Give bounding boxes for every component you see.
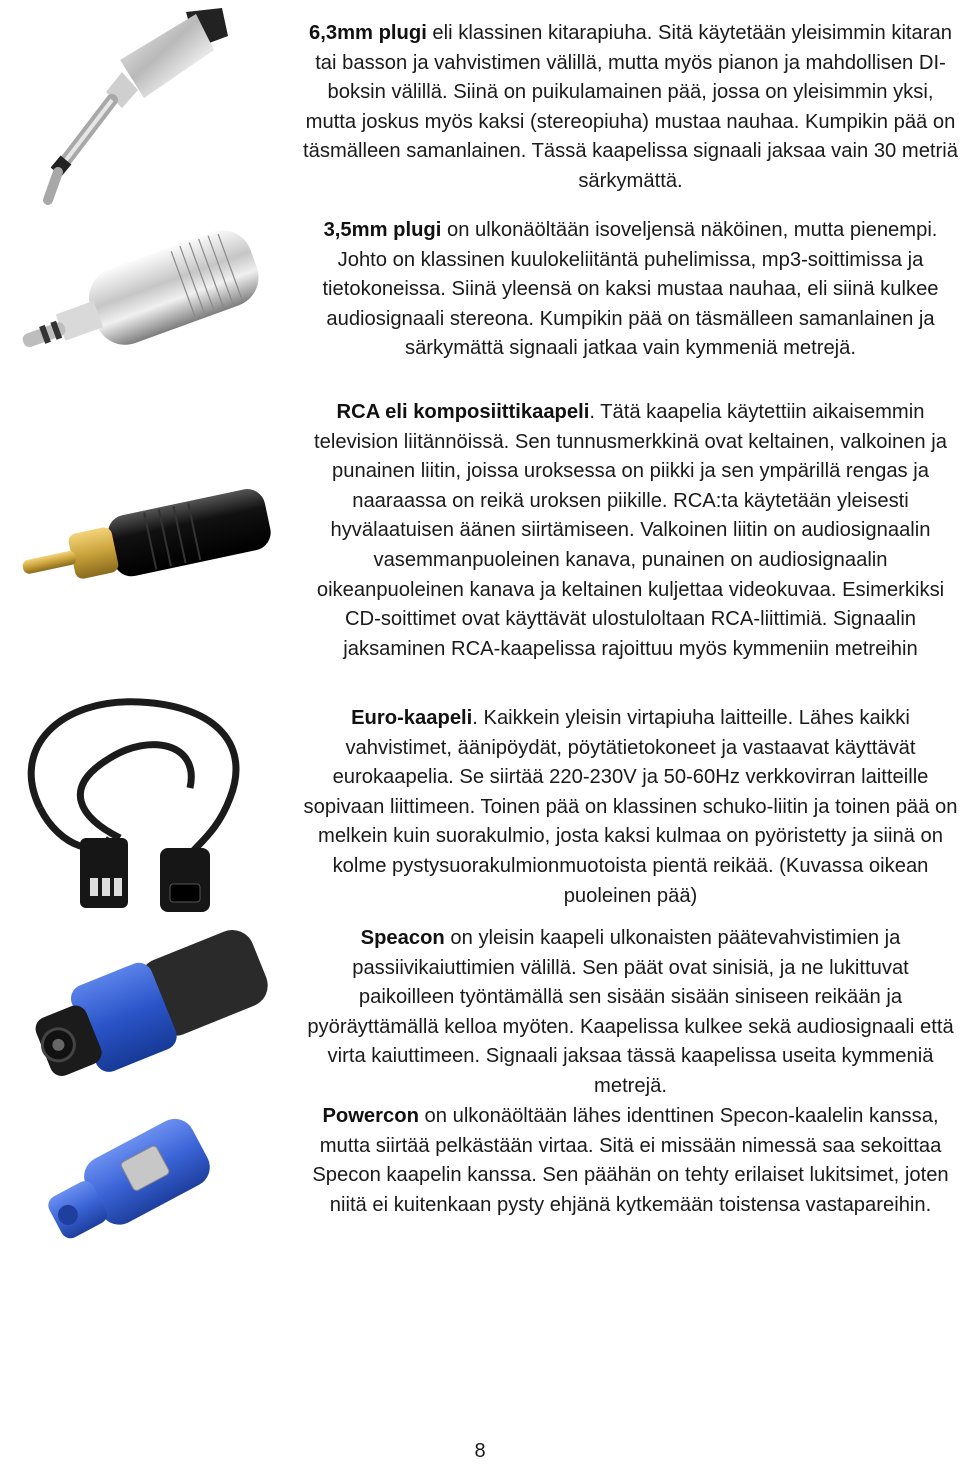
paragraph-speacon bbox=[303, 924, 958, 1102]
text-3-5mm-plug: on ulkonäöltään isoveljensä näköinen, mutta pienempi. Johto on klassinen kuulokeliitäntä puhelimissa, mp3-soittimissa ja tietokoneissa. Siinä yleensä on kaksi mustaa nauhaa, eli siinä kulkee audiosignaali stereona. Kumpikin pää on täsmälleen samanlainen ja särkymättä signaali jatkaa vain kymmeniä metrejä. bbox=[322, 219, 939, 360]
text-6-3mm-plug: eli klassinen kitarapiuha. Sitä käytetään yleisimmin kitaran tai basson ja vahvistimen välillä, mutta myös pianon ja mahdollisen DI-boksin välillä. Siinä on puikulamainen pää, jossa on yleisimmin yksi, mutta joskus myös kaksi (stereopiuha) mustaa nauhaa. Kumpikin pää on täsmälleen samanlainen. Tässä kaapelissa signaali jaksaa vain 30 metriä särkymättä. bbox=[303, 22, 958, 192]
text-euro-cable: . Kaikkein yleisin virtapiuha laitteille. Lähes kaikki vahvistimet, äänipöydät, pöytätietokoneet ja vastaavat käyttävät eurokaapelia. Se siirtää 220-230V ja 50-60Hz verkkovirran laitteille sopivaan liittimeen. Toinen pää on klassinen schuko-liitin ja toinen pää on melkein kuin suorakulmio, josta kaksi kulmaa on pyöristetty ja siinä on kolme pystysuorakulmionmuotoista pientä reikää. (Kuvassa oikean puoleinen pää) bbox=[303, 707, 958, 907]
heading-rca: RCA eli komposiittikaapeli bbox=[336, 401, 590, 423]
paragraph-rca bbox=[303, 398, 958, 664]
paragraph-euro-cable bbox=[303, 704, 958, 911]
euro-cable-image bbox=[0, 688, 300, 923]
heading-3-5mm-plug: 3,5mm plugi bbox=[323, 219, 442, 241]
text-powercon: on ulkonäöltään lähes identtinen Specon-kaalelin kanssa, mutta siirtää pelkästään virtaa. Sitä ei missään nimessä saa sekoittaa Specon kaapelin kanssa. Sen päähän on tehty erilaiset lukitsimet, joten niitä ei kuitenkaan pysty ehjänä kytkemään toistensa vastapareihin. bbox=[312, 1105, 949, 1216]
page-number: 8 bbox=[474, 1440, 486, 1462]
paragraph-3-5mm-plug bbox=[303, 216, 958, 364]
heading-speacon: Speacon bbox=[360, 927, 445, 949]
heading-powercon: Powercon bbox=[322, 1105, 419, 1127]
powercon-connector-image bbox=[0, 1100, 300, 1260]
heading-6-3mm-plug: 6,3mm plugi bbox=[309, 22, 427, 44]
text-rca: . Tätä kaapelia käytettiin aikaisemmin television liitännöissä. Sen tunnusmerkkinä ovat keltainen, valkoinen ja punainen liitin, joissa uroksessa on piikki ja sen ympärillä rengas ja naaraassa on reikä uroksen piikille. RCA:ta käytetään yleisesti hyvälaatuisen äänen siirtämiseen. Valkoinen liitin on audiosignaalin vasemmanpuoleinen kanava, punainen on audiosignaalin oikeanpuoleinen kanava ja keltainen kuljettaa videokuvaa. Esimerkiksi CD-soittimet ovat käyttävät ulostuloltaan RCA-liittimiä. Signaalin jaksaminen RCA-kaapelissa rajoittuu myös kymmeniin metreihin bbox=[314, 401, 947, 660]
paragraph-powercon bbox=[303, 1102, 958, 1220]
rca-connector-image bbox=[0, 470, 300, 610]
paragraph-6-3mm-plug bbox=[303, 19, 958, 197]
text-speacon: on yleisin kaapeli ulkonaisten päätevahvistimien ja passiivikaiuttimien välillä. Sen päät ovat sinisiä, ja ne lukittuvat paikoilleen työntämällä sen sisään sisään siniseen reikään ja pyöräyttämällä kelloa myöten. Kaapelissa kulkee sekä audiosignaali että virta kaiuttimeen. Signaali jaksaa tässä kaapelissa useita kymmeniä metrejä. bbox=[307, 927, 954, 1097]
heading-euro-cable: Euro-kaapeli bbox=[351, 707, 473, 729]
jack-6-3mm-image bbox=[0, 0, 300, 215]
speakon-connector-image bbox=[0, 925, 300, 1095]
jack-3-5mm-image bbox=[0, 210, 300, 410]
